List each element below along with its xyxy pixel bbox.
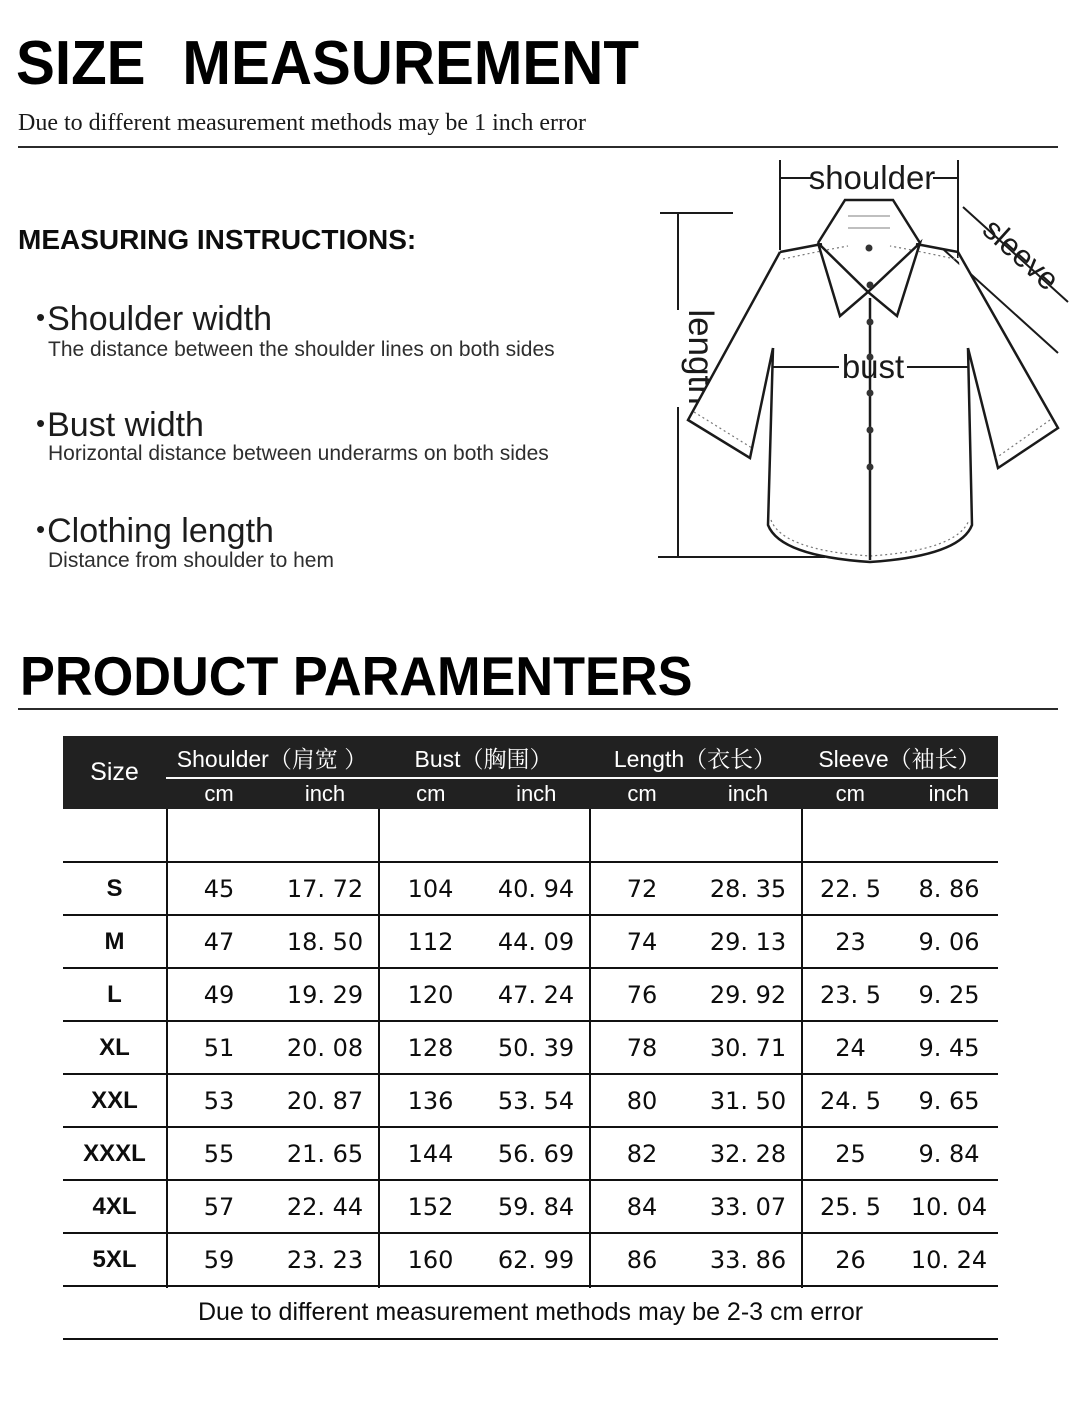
cell: 152: [407, 1192, 454, 1221]
cell: 62. 99: [497, 1245, 575, 1274]
cell: 45: [203, 874, 235, 903]
size-cell: XXXL: [83, 1139, 146, 1167]
cell: 20. 87: [286, 1086, 364, 1115]
parameters-title: PRODUCT PARAMENTERS: [20, 645, 693, 707]
size-cell: XL: [99, 1033, 130, 1061]
cell: 33. 86: [709, 1245, 787, 1274]
table-body: [63, 809, 998, 1287]
bullet-icon: •: [36, 302, 46, 332]
unit-inch: inch: [304, 780, 346, 806]
cell: 40. 94: [497, 874, 575, 903]
column-group-shoulder: [166, 736, 378, 809]
unit-cm: cm: [627, 780, 657, 806]
cell: 57: [203, 1192, 235, 1221]
cell: 160: [407, 1245, 454, 1274]
cell: 82: [626, 1139, 658, 1168]
measuring-instructions-heading: MEASURING INSTRUCTIONS:: [18, 224, 417, 255]
instruction-length-desc: Distance from shoulder to hem: [48, 549, 334, 572]
table-row: [63, 969, 998, 1022]
cell: 47: [203, 927, 235, 956]
shirt-measurement-diagram: [630, 150, 1072, 628]
cell: 8. 86: [918, 874, 980, 903]
cell: 56. 69: [497, 1139, 575, 1168]
instruction-shoulder-desc: The distance between the shoulder lines on both sides: [48, 338, 555, 361]
cell: 24. 5: [819, 1086, 882, 1115]
cell: 33. 07: [709, 1192, 787, 1221]
bullet-icon: •: [36, 514, 46, 544]
button-2: [867, 319, 874, 326]
cell: 53: [203, 1086, 235, 1115]
collar-band: [818, 200, 920, 243]
column-header-size: Size: [90, 758, 139, 786]
table-footnote: Due to different measurement methods may be 2-3 cm error: [63, 1287, 998, 1340]
size-cell: S: [106, 874, 123, 902]
cell: 51: [203, 1033, 235, 1062]
cell: 30. 71: [709, 1033, 787, 1062]
collar-right-flap: [868, 243, 920, 316]
cell: 10. 24: [910, 1245, 988, 1274]
shoulder-measure-label: shoulder: [808, 159, 936, 196]
cell: 112: [407, 927, 454, 956]
cell: 9. 65: [918, 1086, 980, 1115]
column-group-length: [589, 736, 801, 809]
table-row: [63, 1128, 998, 1181]
cell: 72: [626, 874, 658, 903]
button-1: [867, 282, 874, 289]
cell: 23: [835, 927, 866, 956]
instruction-shoulder-title: [36, 300, 272, 339]
column-separator: [166, 809, 168, 1288]
unit-cm: cm: [835, 780, 865, 806]
button-5: [867, 427, 874, 434]
cell: 9. 25: [918, 980, 980, 1009]
column-separator: [801, 809, 803, 1288]
length-measure-label: length: [681, 309, 720, 405]
cell: 80: [626, 1086, 658, 1115]
table-row-spacer: [63, 809, 998, 863]
unit-inch: inch: [928, 780, 969, 806]
cell: 76: [626, 980, 658, 1009]
cell: 24: [835, 1033, 866, 1062]
column-group-sleeve: [801, 736, 998, 809]
cell: 59: [203, 1245, 235, 1274]
cell: 9. 06: [918, 927, 980, 956]
cell: 84: [626, 1192, 658, 1221]
cell: 104: [407, 874, 454, 903]
group-label: Length（衣长）: [613, 745, 777, 772]
cell: 86: [626, 1245, 658, 1274]
table-row: [63, 1075, 998, 1128]
button-4: [867, 390, 874, 397]
column-separator: [589, 809, 591, 1288]
cell: 144: [407, 1139, 454, 1168]
cell: 55: [203, 1139, 235, 1168]
cell: 9. 45: [918, 1033, 980, 1062]
cell: 17. 72: [286, 874, 364, 903]
size-cell: XXL: [91, 1086, 138, 1114]
unit-cm: cm: [416, 780, 446, 806]
cell: 47. 24: [497, 980, 575, 1009]
cell: 22. 44: [286, 1192, 364, 1221]
cell: 22. 5: [819, 874, 882, 903]
instruction-bust-title: [36, 406, 204, 445]
cell: 18. 50: [286, 927, 364, 956]
shirt-diagram-svg: [630, 150, 1072, 628]
bullet-icon: •: [36, 408, 46, 438]
cell: 74: [626, 927, 658, 956]
unit-cm: cm: [204, 780, 234, 806]
cell: 23. 5: [819, 980, 882, 1009]
column-group-bust: [378, 736, 589, 809]
instruction-bust-desc: Horizontal distance between underarms on both sides: [48, 442, 549, 465]
cell: 136: [407, 1086, 454, 1115]
table-row: [63, 1181, 998, 1234]
sleeve-measure-label: sleeve: [976, 211, 1067, 298]
cell: 25. 5: [819, 1192, 882, 1221]
left-shoulder-stitch: [783, 246, 848, 259]
size-cell: 5XL: [92, 1245, 137, 1273]
cell: 128: [407, 1033, 454, 1062]
button-6: [867, 464, 874, 471]
unit-inch: inch: [727, 780, 769, 806]
cell: 32. 28: [709, 1139, 787, 1168]
table-row: [63, 916, 998, 969]
cell: 19. 29: [286, 980, 364, 1009]
instruction-length-title: [36, 512, 274, 551]
cell: 78: [626, 1033, 658, 1062]
table-row: [63, 863, 998, 916]
cell: 10. 04: [910, 1192, 988, 1221]
table-row: [63, 1234, 998, 1287]
cell: 29. 13: [709, 927, 787, 956]
size-cell: M: [104, 927, 125, 955]
column-separator: [378, 809, 380, 1288]
size-cell: L: [107, 980, 122, 1008]
table-header: [63, 736, 998, 809]
cell: 120: [407, 980, 454, 1009]
right-shoulder-stitch: [890, 246, 955, 259]
size-cell: 4XL: [92, 1192, 137, 1220]
instruction-length-label: Clothing length: [47, 512, 274, 550]
instruction-bust-label: Bust width: [47, 406, 204, 444]
cell: 44. 09: [497, 927, 575, 956]
collar-button: [866, 245, 873, 252]
cell: 25: [835, 1139, 866, 1168]
size-table: [63, 736, 998, 1340]
page-title: SIZE MEASUREMENT: [16, 29, 639, 98]
cell: 28. 35: [709, 874, 787, 903]
cell: 21. 65: [286, 1139, 364, 1168]
cell: 31. 50: [709, 1086, 787, 1115]
group-label: Shoulder（肩宽 ）: [176, 745, 368, 772]
cell: 49: [203, 980, 235, 1009]
cell: 20. 08: [286, 1033, 364, 1062]
top-divider-line: [18, 146, 1058, 148]
cell: 9. 84: [918, 1139, 980, 1168]
instruction-shoulder-label: Shoulder width: [47, 300, 273, 338]
table-row: [63, 1022, 998, 1075]
cell: 29. 92: [709, 980, 787, 1009]
page-subtitle: Due to different measurement methods may be 1 inch error: [18, 110, 587, 136]
cell: 59. 84: [497, 1192, 575, 1221]
cell: 23. 23: [286, 1245, 364, 1274]
group-label: Sleeve（袖长）: [818, 745, 981, 772]
cell: 26: [835, 1245, 866, 1274]
unit-inch: inch: [516, 780, 557, 806]
bust-measure-label: bust: [841, 348, 905, 385]
parameters-divider-line: [18, 708, 1058, 710]
group-label: Bust（胸围）: [414, 745, 553, 772]
cell: 53. 54: [497, 1086, 575, 1115]
collar-left-flap: [818, 243, 868, 316]
cell: 50. 39: [497, 1033, 575, 1062]
